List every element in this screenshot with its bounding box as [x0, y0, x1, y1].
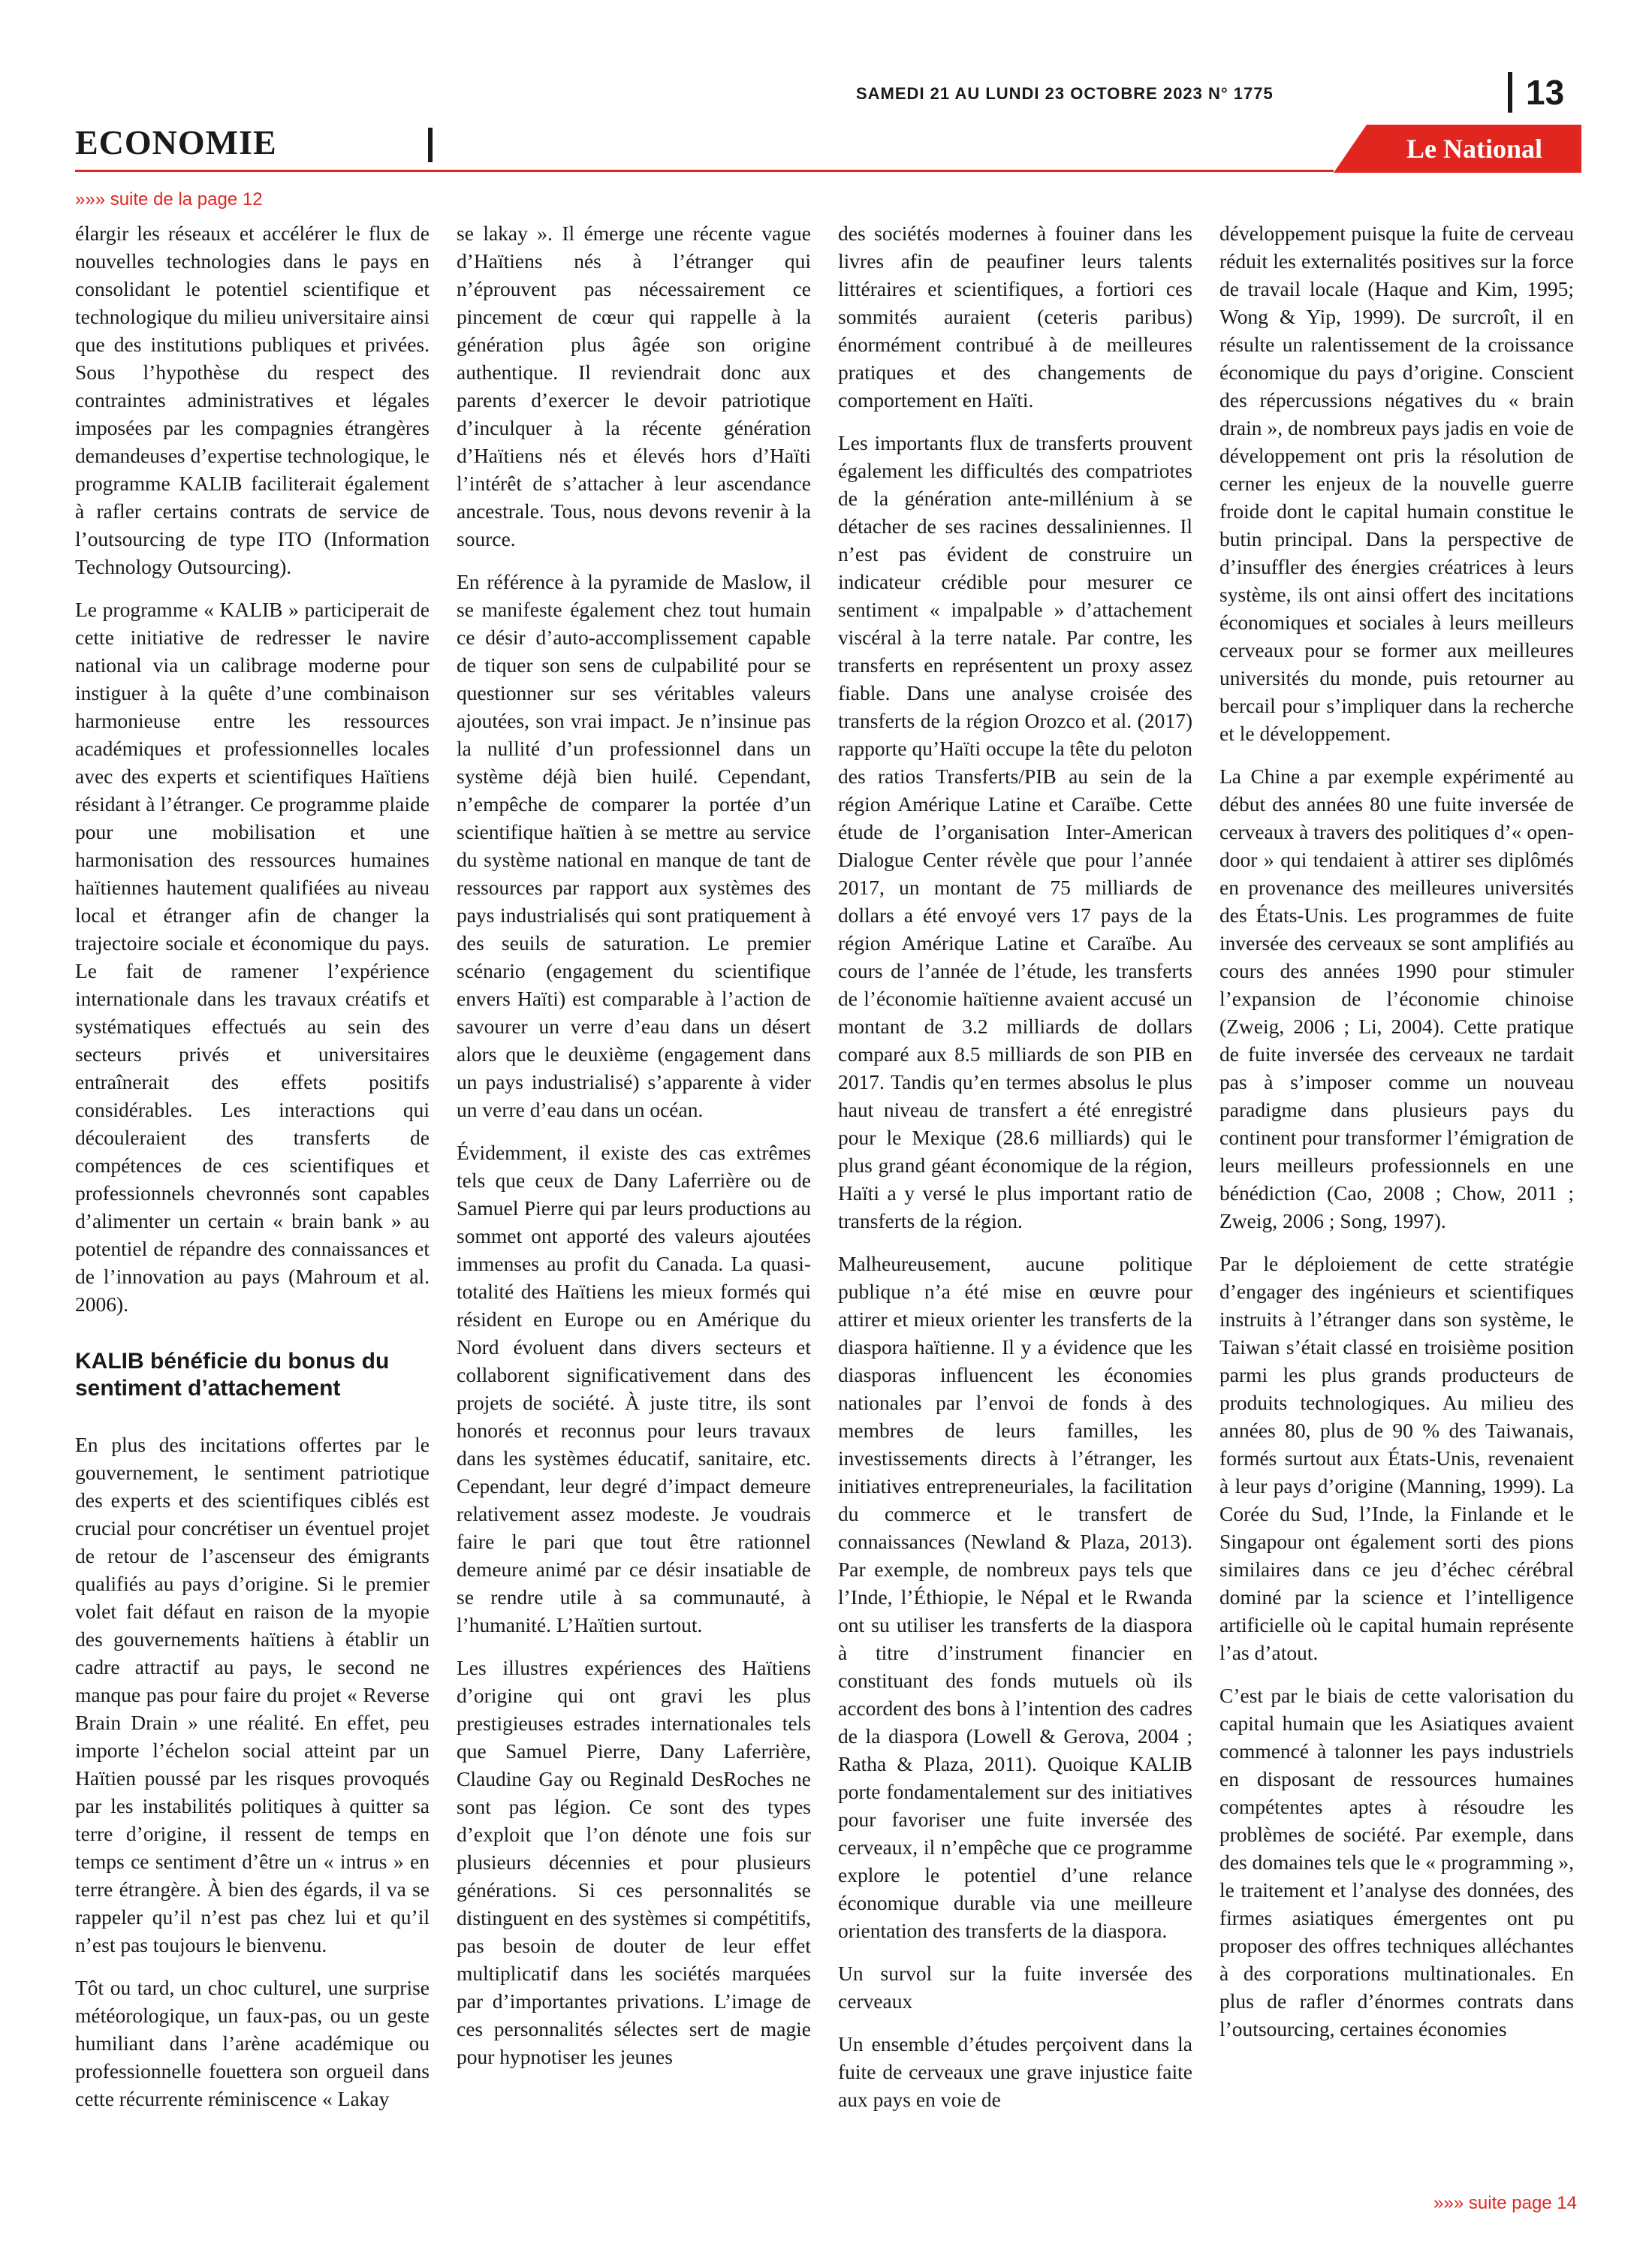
article-column-1 [75, 219, 430, 2128]
paragraph: En référence à la pyramide de Maslow, il se manifeste également chez tout humain ce désir d’auto-accomplissement capable de tiquer son sens de culpabilité pour se questionner sur ses véritables valeurs ajoutées, son vrai impact. Je n’insinue pas la nullité d’un professionnel dans un système déjà bien huilé. Cependant, n’empêche de comparer la portée d’un scientifique haïtien à se mettre au service du système national en manque de tant de ressources par rapport aux systèmes des pays industrialisés qui sont pratiquement à des seuils de saturation. Le premier scénario (engagement du scientifique envers Haïti) est comparable à l’action de savourer un verre d’eau dans un désert alors que le deuxième (engagement dans un pays industrialisé) s’apparente à vider un verre d’eau dans un océan. [457, 570, 811, 1121]
paragraph: En plus des incitations offertes par le gouvernement, le sentiment patriotique des experts et des scientifiques ciblés est crucial pour concrétiser un éventuel projet de retour de l’ascenseur des émigrants qualifiés au pays d’origine. Si le premier volet fait défaut en raison de la myopie des gouvernements haïtiens à établir un cadre attractif au pays, le second ne manque pas pour faire du projet « Reverse Brain Drain » une réalité. En effet, peu importe l’échelon social atteint par un Haïtien poussé par les risques provoqués par les instabilités politiques à quitter sa terre d’origine, il ressent de temps en temps ce sentiment d’être un « intrus » en terre étrangère. À bien des égards, il va se rappeler qu’il n’est pas chez lui et qu’il n’est pas toujours le bienvenu. [75, 1433, 430, 1956]
paragraph: des sociétés modernes à fouiner dans les livres afin de peaufiner leurs talents littéraires et scientifiques, a fortiori ces sommités auraient (ceteris paribus) énormément contribué à de meilleures pratiques et des changements de comportement en Haïti. [838, 222, 1192, 412]
paragraph: Un ensemble d’études perçoivent dans la fuite de cerveaux une grave injustice faite aux pays en voie de [838, 2032, 1192, 2111]
paragraph: Tôt ou tard, un choc culturel, une surprise météorologique, un faux-pas, ou un geste humiliant dans l’arène académique ou professionnelle fouettera son orgueil dans cette récurrente réminiscence « Lakay [75, 1976, 430, 2110]
continued-from-link[interactable]: »»» suite de la page 12 [75, 189, 263, 210]
brand-name: Le National [1406, 134, 1542, 164]
paragraph: se lakay ». Il émerge une récente vague d’Haïtiens nés à l’étranger qui n’éprouvent pas nécessairement ce pincement de cœur qui rappelle à la génération plus âgée son origine authentique. Il reviendrait donc aux parents d’exercer le devoir patriotique d’inculquer à la récente génération d’Haïtiens nés et élevés hors d’Haïti l’intérêt de s’attacher à leur ascendance ancestrale. Tous, nous devons revenir à la source. [457, 222, 811, 550]
paragraph: développement puisque la fuite de cerveau réduit les externalités positives sur la force de travail locale (Haque and Kim, 1995; Wong & Yip, 1999). De surcroît, il en résulte un ralentissement de la croissance économique du pays d’origine. Conscient des répercussions négatives du « brain drain », de nombreux pays jadis en voie de développement ont pris la résolution de cerner les enjeux de la nouvelle guerre froide dont le capital humain constitue le butin principal. Dans la perspective de d’insuffler des énergies créatrices à leurs système, ils ont ainsi offert des incitations économiques et sociales à leurs meilleurs cerveaux pour se former aux meilleures universités du monde, puis retourner au bercail pour s’impliquer dans la recherche et le développement. [1219, 222, 1574, 745]
paragraph: Un survol sur la fuite inversée des cerveaux [838, 1962, 1192, 2013]
section-title: ECONOMIE [75, 123, 277, 161]
paragraph: Les importants flux de transferts prouvent également les difficultés des compatriotes de la génération ante-millénium à se détacher de ses racines dessaliniennes. Il n’est pas évident de construire un indicateur crédible pour mesurer ce sentiment « impalpable » d’attachement viscéral à la terre natale. Par contre, les transferts en représentent un proxy assez fiable. Dans une analyse croisée des transferts de la région Orozco et al. (2017) rapporte qu’Haïti occupe la tête du peloton des ratios Transferts/PIB au sein de la région Amérique Latine et Caraïbe. Cette étude de l’organisation Inter-American Dialogue Center révèle que pour l’année 2017, un montant de 75 milliards de dollars a été envoyé vers 17 pays de la région Amérique Latine et Caraïbe. Au cours de l’année de l’étude, les transferts de l’économie haïtienne avaient accusé un montant de 3.2 milliards de dollars comparé aux 8.5 milliards de son PIB en 2017. Tandis qu’en termes absolus le plus haut niveau de transfert a été enregistré pour le Mexique (28.6 milliards) qui le plus grand géant économique de la région, Haïti a y versé le plus important ratio de transferts de la région. [838, 431, 1192, 1232]
subheading: KALIB bénéficie du bonus du sentiment d’attachement [75, 1349, 390, 1401]
paragraph: Malheureusement, aucune politique publique n’a été mise en œuvre pour attirer et mieux orienter les transferts de la diaspora haïtienne. Il y a évidence que les diasporas influencent les économies nationales par l’envoi de fonds à des membres de leurs familles, les investissements directs à l’étranger, les initiatives entrepreneuriales, la facilitation du commerce et le transfert de connaissances (Newland & Plaza, 2013). Par exemple, de nombreux pays tels que l’Inde, l’Éthiopie, le Népal et le Rwanda ont su utiliser les transferts de la diaspora à titre d’instrument financier en constituant des fonds mutuels où ils accordent des bons à l’intention des cadres de la diaspora (Lowell & Gerova, 2004 ; Ratha & Plaza, 2011). Quoique KALIB porte fondamentalement sur des initiatives pour favoriser une fuite inversée des cerveaux, il n’empêche que ce programme explore le potentiel d’une relance économique durable via une meilleure orientation des transferts de la diaspora. [838, 1252, 1192, 1942]
title-divider [428, 128, 433, 162]
paragraph: C’est par le biais de cette valorisation du capital humain que les Asiatiques avaient commencé à talonner les pays industriels en disposant de ressources humaines compétentes aptes à résoudre les problèmes de société. Par exemple, dans des domaines tels que le « programming », le traitement et l’analyse des données, des firmes asiatiques émergentes ont pu proposer des offres techniques alléchantes à des corporations multinationales. En plus de rafler d’énormes contrats dans l’outsourcing, certaines économies [1219, 1684, 1574, 2040]
paragraph: Le programme « KALIB » participerait de cette initiative de redresser le navire national via un calibrage moderne pour instiguer à la quête d’une combinaison harmonieuse entre les ressources académiques et professionnelles locales avec des experts et scientifiques Haïtiens résidant à l’étranger. Ce programme plaide pour une mobilisation et une harmonisation des ressources humaines haïtiennes hautement qualifiées au niveau local et étranger afin de changer la trajectoire sociale et économique du pays. Le fait de ramener l’expérience internationale dans les travaux créatifs et systématiques effectués au sein des secteurs privés et universitaires entraînerait des effets positifs considérables. Les interactions qui découleraient des transferts de compétences de ces scientifiques et professionnels chevronnés sont capables d’alimenter un certain « brain bank » au potentiel de répandre des connaissances et de l’innovation au pays (Mahroum et al. 2006). [75, 598, 430, 1316]
paragraph: Par le déploiement de cette stratégie d’engager des ingénieurs et scientifiques instruits à l’étranger dans son système, le Taiwan s’était classé en troisième position parmi les plus grands producteurs de produits technologiques. Au milieu des années 80, plus de 90 % des Taiwanais, formés surtout aux États-Unis, revenaient à leur pays d’origine (Manning, 1999). La Corée du Sud, l’Inde, la Finlande et le Singapour ont également sorti des pions similaires dans ce jeu d’échec cérébral dominé par la science et l’intelligence artificielle où le capital humain représente l’as d’atout. [1219, 1252, 1574, 1664]
page-number: 13 [1526, 73, 1565, 112]
article-column-2 [457, 219, 811, 2086]
header-rule [75, 170, 1334, 172]
paragraph: Les illustres expériences des Haïtiens d’origine qui ont gravi les plus prestigieuses estrades internationales tels que Samuel Pierre, Dany Laferrière, Claudine Gay ou Reginald DesRoches ne sont pas légion. Ce sont des types d’exploit que l’on dénote une fois sur plusieurs décennies et pour plusieurs générations. Si ces personnalités se distinguent en des systèmes si compétitifs, pas besoin de douter de leur effet multiplicatif dans les sociétés marquées par d’importantes privations. L’image de ces personnalités sélectes sert de magie pour hypnotiser les jeunes [457, 1656, 811, 2068]
paragraph: Évidemment, il existe des cas extrêmes tels que ceux de Dany Laferrière ou de Samuel Pierre qui par leurs productions au sommet ont apporté des valeurs ajoutées immenses au profit du Canada. La quasi-totalité des Haïtiens les mieux formés qui résident en Europe ou en Amérique du Nord évoluent dans divers secteurs et collaborent significativement dans des projets de société. À juste titre, ils sont honorés et reconnus pour leurs travaux dans les systèmes éducatif, sanitaire, etc. Cependant, leur degré d’impact demeure relativement assez modeste. Je voudrais faire le pari que tout être rationnel demeure animé par ce désir insatiable de se rendre utile à sa communauté, à l’humanité. L’Haïtien surtout. [457, 1141, 811, 1636]
paragraph: élargir les réseaux et accélérer le flux de nouvelles technologies dans le pays en consolidant le potentiel scientifique et technologique du milieu universitaire ainsi que des institutions publiques et privées. Sous l’hypothèse du respect des contraintes administratives et légales imposées par les compagnies étrangères demandeuses d’expertise technologique, le programme KALIB faciliterait également à rafler certains contrats de service de l’outsourcing de type ITO (Information Technology Outsourcing). [75, 222, 430, 578]
issue-date-line: SAMEDI 21 AU LUNDI 23 OCTOBRE 2023 N° 1775 [856, 84, 1274, 103]
continued-to-link[interactable]: »»» suite page 14 [1433, 2193, 1577, 2213]
paragraph: La Chine a par exemple expérimenté au début des années 80 une fuite inversée de cerveaux à travers des politiques d’« open-door » qui tendaient à attirer ses diplômés en provenance des meilleures universités des États-Unis. Les programmes de fuite inversée des cerveaux se sont amplifiés au cours des années 1990 pour stimuler l’expansion de l’économie chinoise (Zweig, 2006 ; Li, 2004). Cette pratique de fuite inversée des cerveaux ne tardait pas à s’imposer comme un nouveau paradigme dans plusieurs pays du continent pour transformer l’émigration de leurs meilleurs professionnels en une bénédiction (Cao, 2008 ; Chow, 2011 ; Zweig, 2006 ; Song, 1997). [1219, 765, 1574, 1232]
article-column-3 [838, 219, 1192, 2128]
page-number-divider [1508, 72, 1512, 113]
article-column-4 [1219, 219, 1574, 2058]
